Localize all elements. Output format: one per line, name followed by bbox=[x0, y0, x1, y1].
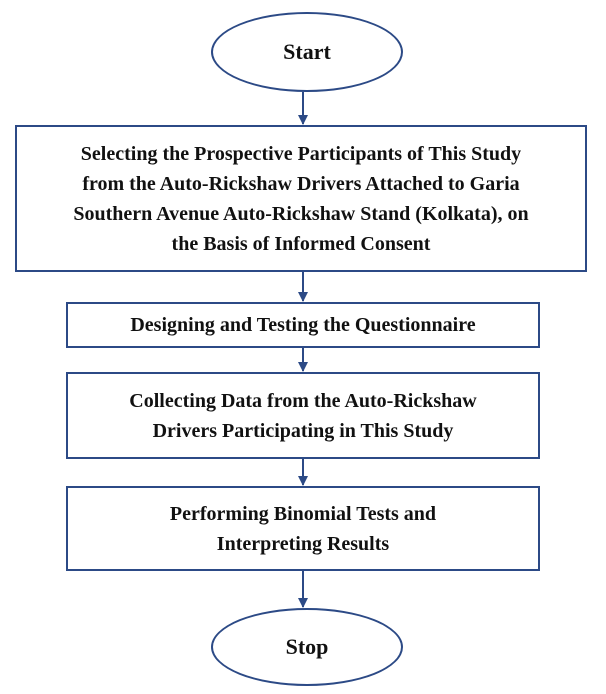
process-step-design-questionnaire bbox=[66, 302, 540, 348]
step1-line-1: Selecting the Prospective Participants of This Study bbox=[80, 142, 522, 165]
process-step-binomial-tests bbox=[66, 486, 540, 571]
process-step-collect-data bbox=[66, 372, 540, 459]
step1-line-2: from the Auto-Rickshaw Drivers Attached to Garia bbox=[82, 172, 520, 195]
step1-line-4: the Basis of Informed Consent bbox=[171, 232, 431, 255]
start-terminal bbox=[211, 12, 403, 92]
step1-line-3: Southern Avenue Auto-Rickshaw Stand (Kolkata), on bbox=[73, 202, 529, 225]
start-label: Start bbox=[283, 39, 331, 64]
step4-line-2: Interpreting Results bbox=[216, 532, 390, 555]
step3-line-1: Collecting Data from the Auto-Rickshaw bbox=[129, 389, 477, 412]
stop-terminal bbox=[211, 608, 403, 686]
step4-line-1: Performing Binomial Tests and bbox=[169, 502, 437, 525]
step3-line-2: Drivers Participating in This Study bbox=[152, 419, 454, 442]
stop-label: Stop bbox=[285, 634, 329, 659]
step2-line-1: Designing and Testing the Questionnaire bbox=[130, 314, 476, 336]
process-step-select-participants bbox=[15, 125, 587, 272]
